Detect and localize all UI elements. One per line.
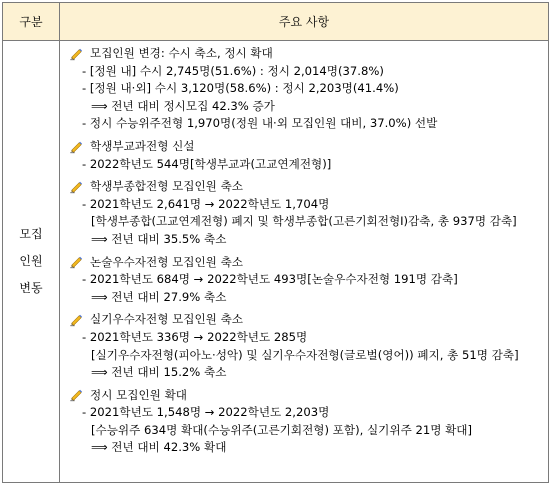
content-cell	[69, 45, 544, 457]
section-title	[69, 311, 544, 329]
section-title	[69, 387, 544, 405]
category-line: 모집	[19, 227, 43, 241]
section-title-text: 논술우수자전형 모집인원 축소	[90, 254, 243, 269]
detail-line: [수능위주 634명 확대(수능위주(고른기회전형) 포함), 실기위주 21명 확대]	[91, 422, 473, 437]
section-title	[69, 138, 544, 156]
section-title-text: 학생부종합전형 모집인원 축소	[90, 179, 243, 194]
detail-line: ⟹ 전년 대비 42.3% 확대	[91, 440, 227, 455]
detail-line: - 2021학년도 2,641명 → 2022학년도 1,704명	[82, 196, 330, 211]
section-title	[69, 178, 544, 196]
detail-line: - 2021학년도 336명 → 2022학년도 285명	[82, 329, 308, 344]
section-title-text: 실기우수자전형 모집인원 축소	[90, 312, 243, 327]
summary-table	[2, 2, 549, 483]
section-title	[69, 254, 544, 272]
detail-line: ⟹ 전년 대비 27.9% 축소	[91, 289, 227, 304]
category-line: 변동	[19, 281, 43, 295]
detail-line: ⟹ 전년 대비 정시모집 42.3% 증가	[91, 98, 275, 113]
section-title-text: 정시 모집인원 확대	[90, 387, 187, 402]
table-header	[3, 3, 548, 41]
section-title-text: 모집인원 변경: 수시 축소, 정시 확대	[90, 46, 273, 60]
category-line: 인원	[19, 254, 43, 268]
pencil-icon	[69, 313, 83, 327]
detail-line: - [정원 내·외] 수시 3,120명(58.6%) : 정시 2,203명(41.4%)	[82, 81, 399, 96]
detail-line: ⟹ 전년 대비 15.2% 축소	[91, 365, 227, 380]
detail-line: - 2021학년도 1,548명 → 2022학년도 2,203명	[82, 405, 330, 420]
category-cell	[3, 41, 60, 482]
pencil-icon	[69, 140, 83, 154]
detail-line: - 정시 수능위주전형 1,970명(정원 내·외 모집인원 대비, 37.0%) 선발	[82, 116, 438, 131]
pencil-icon	[69, 255, 83, 269]
detail-line: - 2021학년도 684명 → 2022학년도 493명[논술우수자전형 191명 감축]	[82, 272, 458, 287]
detail-line: [실기우수자전형(피아노·성악) 및 실기우수자전형(글로벌(영어)) 폐지, 총 51명 감축]	[91, 347, 519, 362]
pencil-icon	[69, 180, 83, 194]
section-title	[69, 45, 544, 63]
section-title-text: 학생부교과전형 신설	[90, 138, 195, 153]
detail-line: ⟹ 전년 대비 35.5% 축소	[91, 231, 227, 246]
pencil-icon	[69, 47, 83, 61]
pencil-icon	[69, 388, 83, 402]
detail-line: - 2022학년도 544명[학생부교과(고교연계전형)]	[82, 156, 332, 171]
detail-line: - [정원 내] 수시 2,745명(51.6%) : 정시 2,014명(37.8%)	[82, 63, 384, 78]
detail-line: [학생부종합(고교연계전형) 폐지 및 학생부종합(고른기회전형Ⅰ)감축, 총 937명 감축]	[91, 214, 517, 229]
header-category: 구분	[3, 3, 60, 40]
header-main-items: 주요 사항	[278, 15, 330, 29]
